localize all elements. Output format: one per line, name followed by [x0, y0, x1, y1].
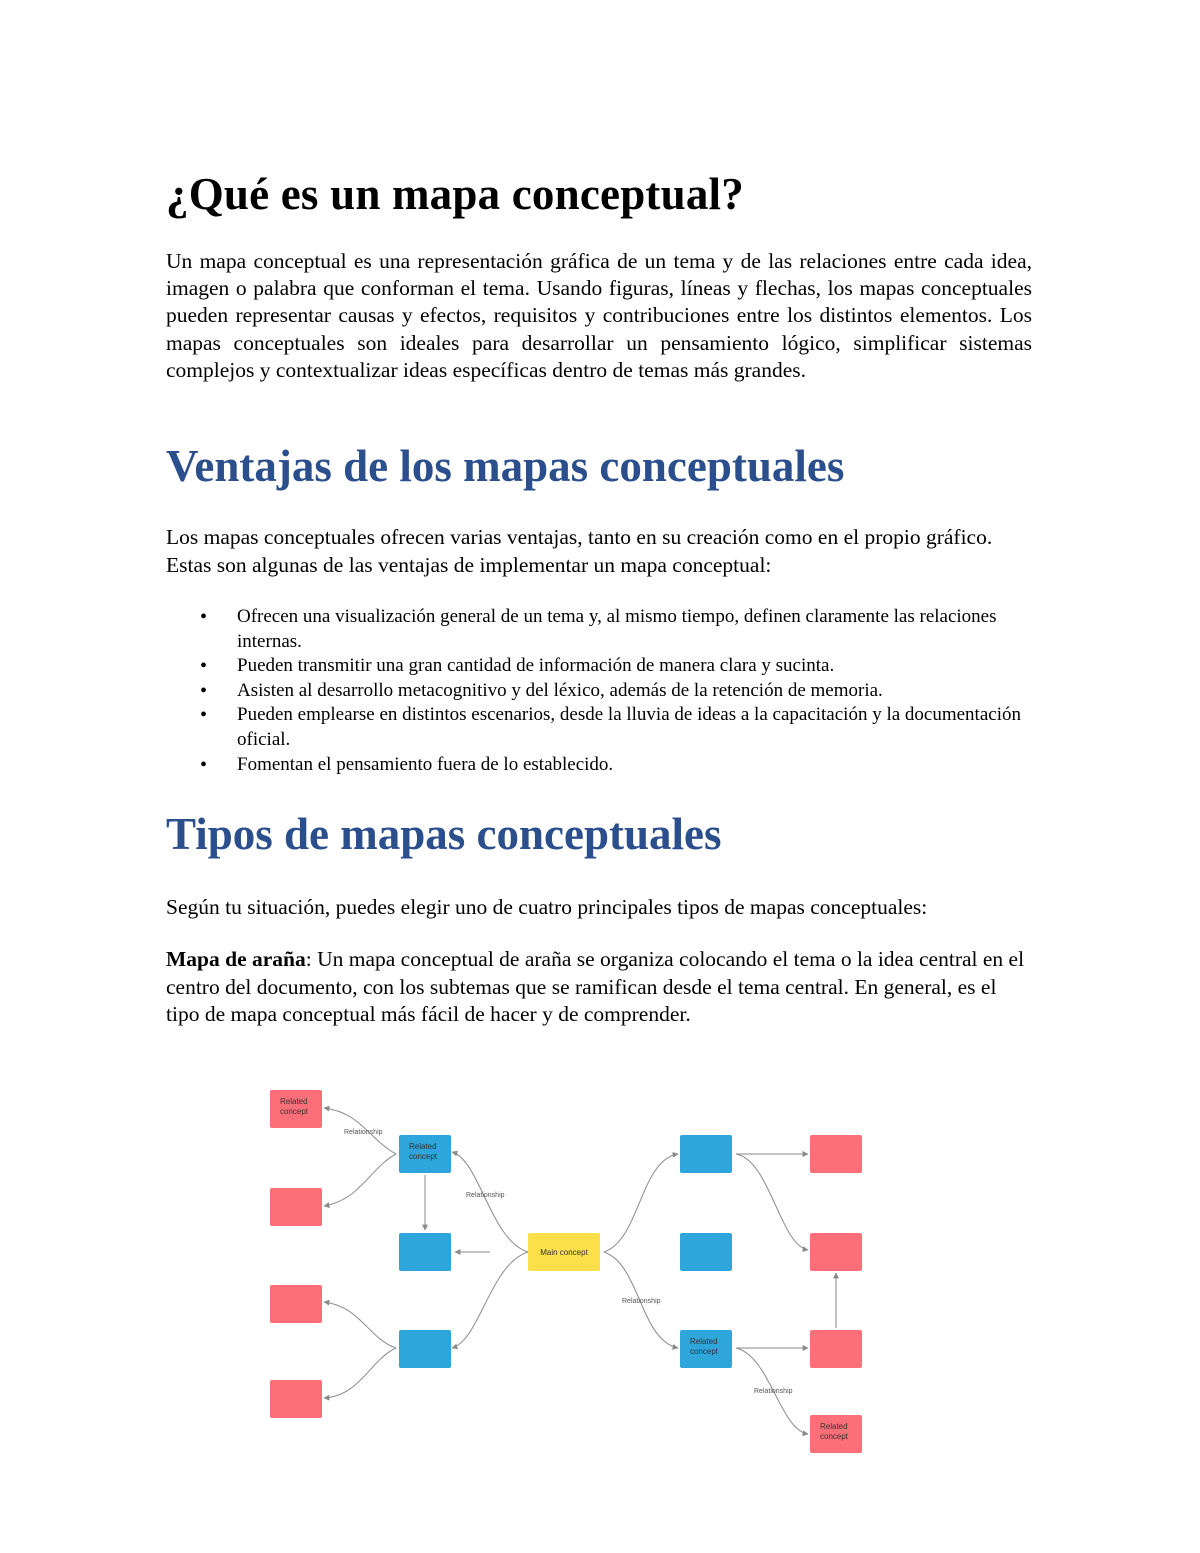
concept-node-r6: [810, 1233, 862, 1271]
relationship-arrow: [324, 1154, 396, 1206]
concept-node-b3: [399, 1330, 451, 1368]
bullet-icon: •: [200, 704, 208, 727]
types-intro: Según tu situación, puedes elegir uno de cuatro principales tipos de mapas conceptuales:: [166, 895, 928, 919]
list-item: • Pueden transmitir una gran cantidad de información de manera clara y sucinta.: [200, 655, 835, 678]
list-item: • Fomentan el pensamiento fuera de lo establecido.: [200, 753, 614, 776]
advantages-intro: Los mapas conceptuales ofrecen varias ventajas, tanto en su creación como en el propio gráfico. Estas son algunas de las ventajas de implementar un mapa conceptual:: [166, 525, 993, 577]
relationship-label: Relationship: [466, 1192, 505, 1199]
relationship-label: Relationship: [622, 1298, 661, 1305]
relationship-arrow: [452, 1152, 528, 1252]
concept-node-r5: [810, 1135, 862, 1173]
relationship-arrow: [604, 1154, 678, 1252]
concept-node-b2: [399, 1233, 451, 1271]
concept-node-b4: [680, 1135, 732, 1173]
types-heading: Tipos de mapas conceptuales: [166, 809, 722, 859]
concept-node-b5: [680, 1233, 732, 1271]
spider-map-description: : Un mapa conceptual de araña se organiza colocando el tema o la idea central en el centro del documento, con los subtemas que se ramifican desde el tema central. En general, es el tipo de mapa conceptual más fácil de hacer y de comprender.: [166, 947, 1025, 1026]
bullet-icon: •: [200, 753, 208, 776]
relationship-arrow: [736, 1154, 808, 1250]
page-title: ¿Qué es un mapa conceptual?: [166, 169, 744, 219]
list-item: • Asisten al desarrollo metacognitivo y del léxico, además de la retención de memoria.: [200, 679, 883, 702]
bullet-icon: •: [200, 655, 208, 678]
advantages-heading: Ventajas de los mapas conceptuales: [166, 441, 845, 491]
list-item: • Pueden emplearse en distintos escenarios, desde la lluvia de ideas a la capacitación y la documentación oficial.: [200, 704, 1021, 750]
relationship-arrow: [324, 1348, 396, 1398]
node-label: Related concept: [409, 1142, 438, 1161]
node-label: Related concept: [690, 1337, 719, 1356]
node-label: Main concept: [540, 1248, 588, 1257]
concept-node-r4: [270, 1380, 322, 1418]
spider-map-term: Mapa de araña: [166, 947, 306, 971]
intro-paragraph: Un mapa conceptual es una representación gráfica de un tema y de las relaciones entre cada idea, imagen o palabra que conforman el tema. Usando figuras, líneas y flechas, los mapas conceptuales pueden representar causas y efectos, requisitos y contribuciones entre los distintos elementos. Los mapas conceptuales son ideales para desarrollar un pensamiento lógico, simplificar sistemas complejos y contextualizar ideas específicas dentro de temas más grandes.: [166, 249, 1032, 382]
relationship-arrow: [452, 1252, 528, 1348]
concept-node-r2: [270, 1188, 322, 1226]
list-item: • Ofrecen una visualización general de un tema y, al mismo tiempo, definen claramente las relaciones internas.: [200, 606, 997, 652]
node-label: Related concept: [820, 1422, 849, 1441]
relationship-arrow: [324, 1302, 396, 1348]
node-label: Related concept: [280, 1097, 309, 1116]
bullet-icon: •: [200, 606, 208, 628]
concept-node-r3: [270, 1285, 322, 1323]
concept-node-r7: [810, 1330, 862, 1368]
relationship-label: Relationship: [754, 1388, 793, 1395]
bullet-icon: •: [200, 679, 208, 702]
relationship-label: Relationship: [344, 1129, 383, 1136]
